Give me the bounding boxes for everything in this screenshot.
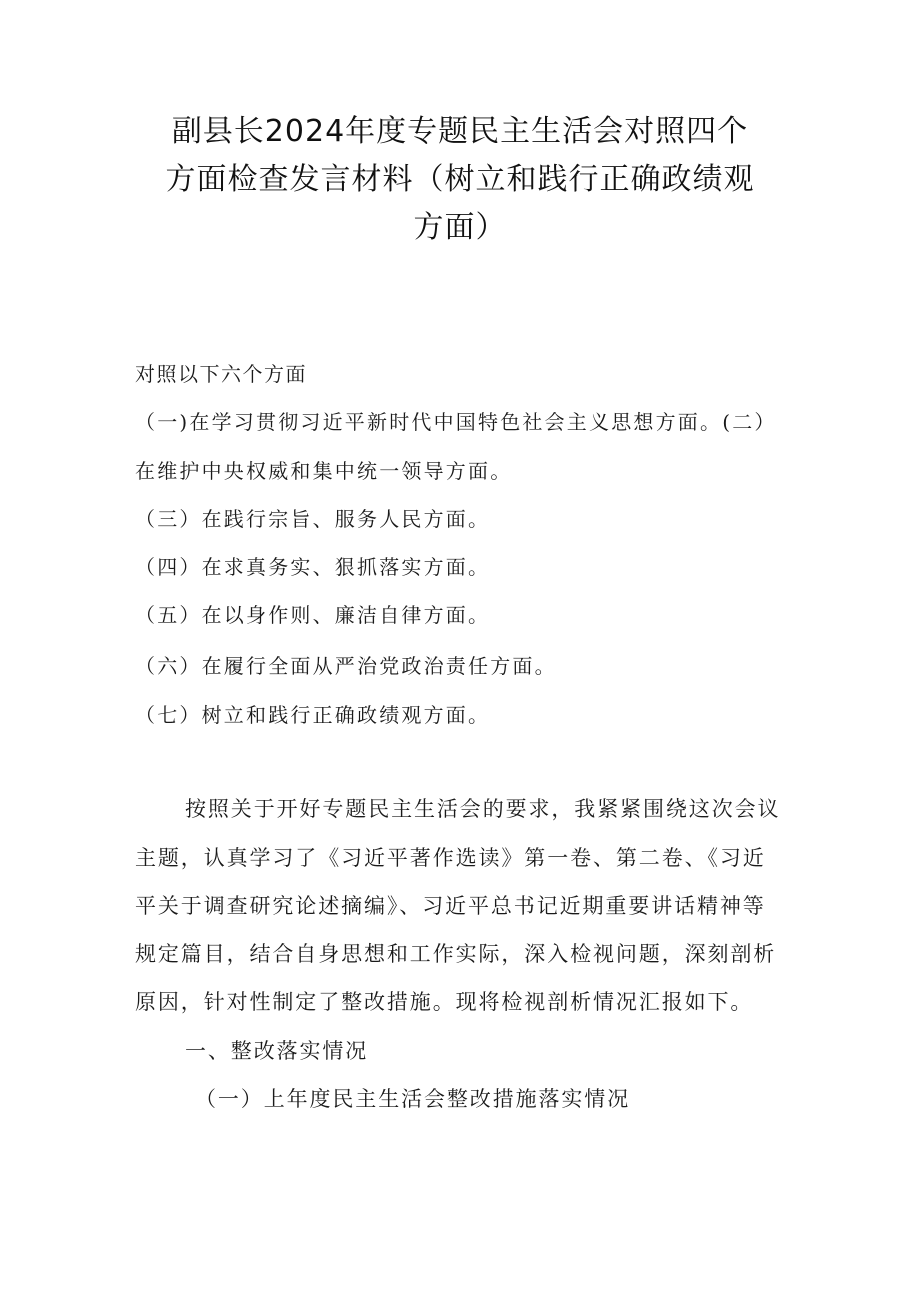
paragraph-line: 规定篇目，结合自身思想和工作实际，深入检视问题，深刻剖析 — [135, 942, 777, 966]
section-heading: 一、整改落实情况 — [185, 1039, 369, 1063]
paragraph-line: 主题，认真学习了《习近平著作选读》第一卷、第二卷、《习近 — [135, 846, 766, 870]
aspect-line: （四）在求真务实、狠抓落实方面。 — [135, 555, 491, 579]
subsection-heading: （一）上年度民主生活会整改措施落实情况 — [195, 1087, 631, 1111]
aspect-line: 在维护中央权威和集中统一领导方面。 — [135, 459, 513, 483]
aspect-line: （五）在以身作则、廉洁自律方面。 — [135, 603, 491, 627]
title-line-1: 副县长2024年度专题民主生活会对照四个 — [171, 114, 749, 149]
title-line-2: 方面检查发言材料（树立和践行正确政绩观 — [165, 162, 755, 197]
aspect-line: （一)在学习贯彻习近平新时代中国特色社会主义思想方面。(二） — [135, 410, 777, 434]
aspect-line: （三）在践行宗旨、服务人民方面。 — [135, 507, 491, 531]
paragraph-line: 按照关于开好专题民主生活会的要求，我紧紧围绕这次会议 — [185, 797, 781, 821]
intro-text: 对照以下六个方面 — [135, 362, 307, 386]
aspect-line: （七）树立和践行正确政绩观方面。 — [135, 703, 491, 727]
title-line-3: 方面） — [413, 210, 507, 245]
paragraph-line: 平关于调查研究论述摘编》、习近平总书记近期重要讲话精神等 — [135, 894, 766, 918]
aspect-line: （六）在履行全面从严治党政治责任方面。 — [135, 654, 557, 678]
paragraph-line: 原因，针对性制定了整改措施。现将检视剖析情况汇报如下。 — [135, 990, 754, 1014]
document-title — [130, 108, 790, 252]
